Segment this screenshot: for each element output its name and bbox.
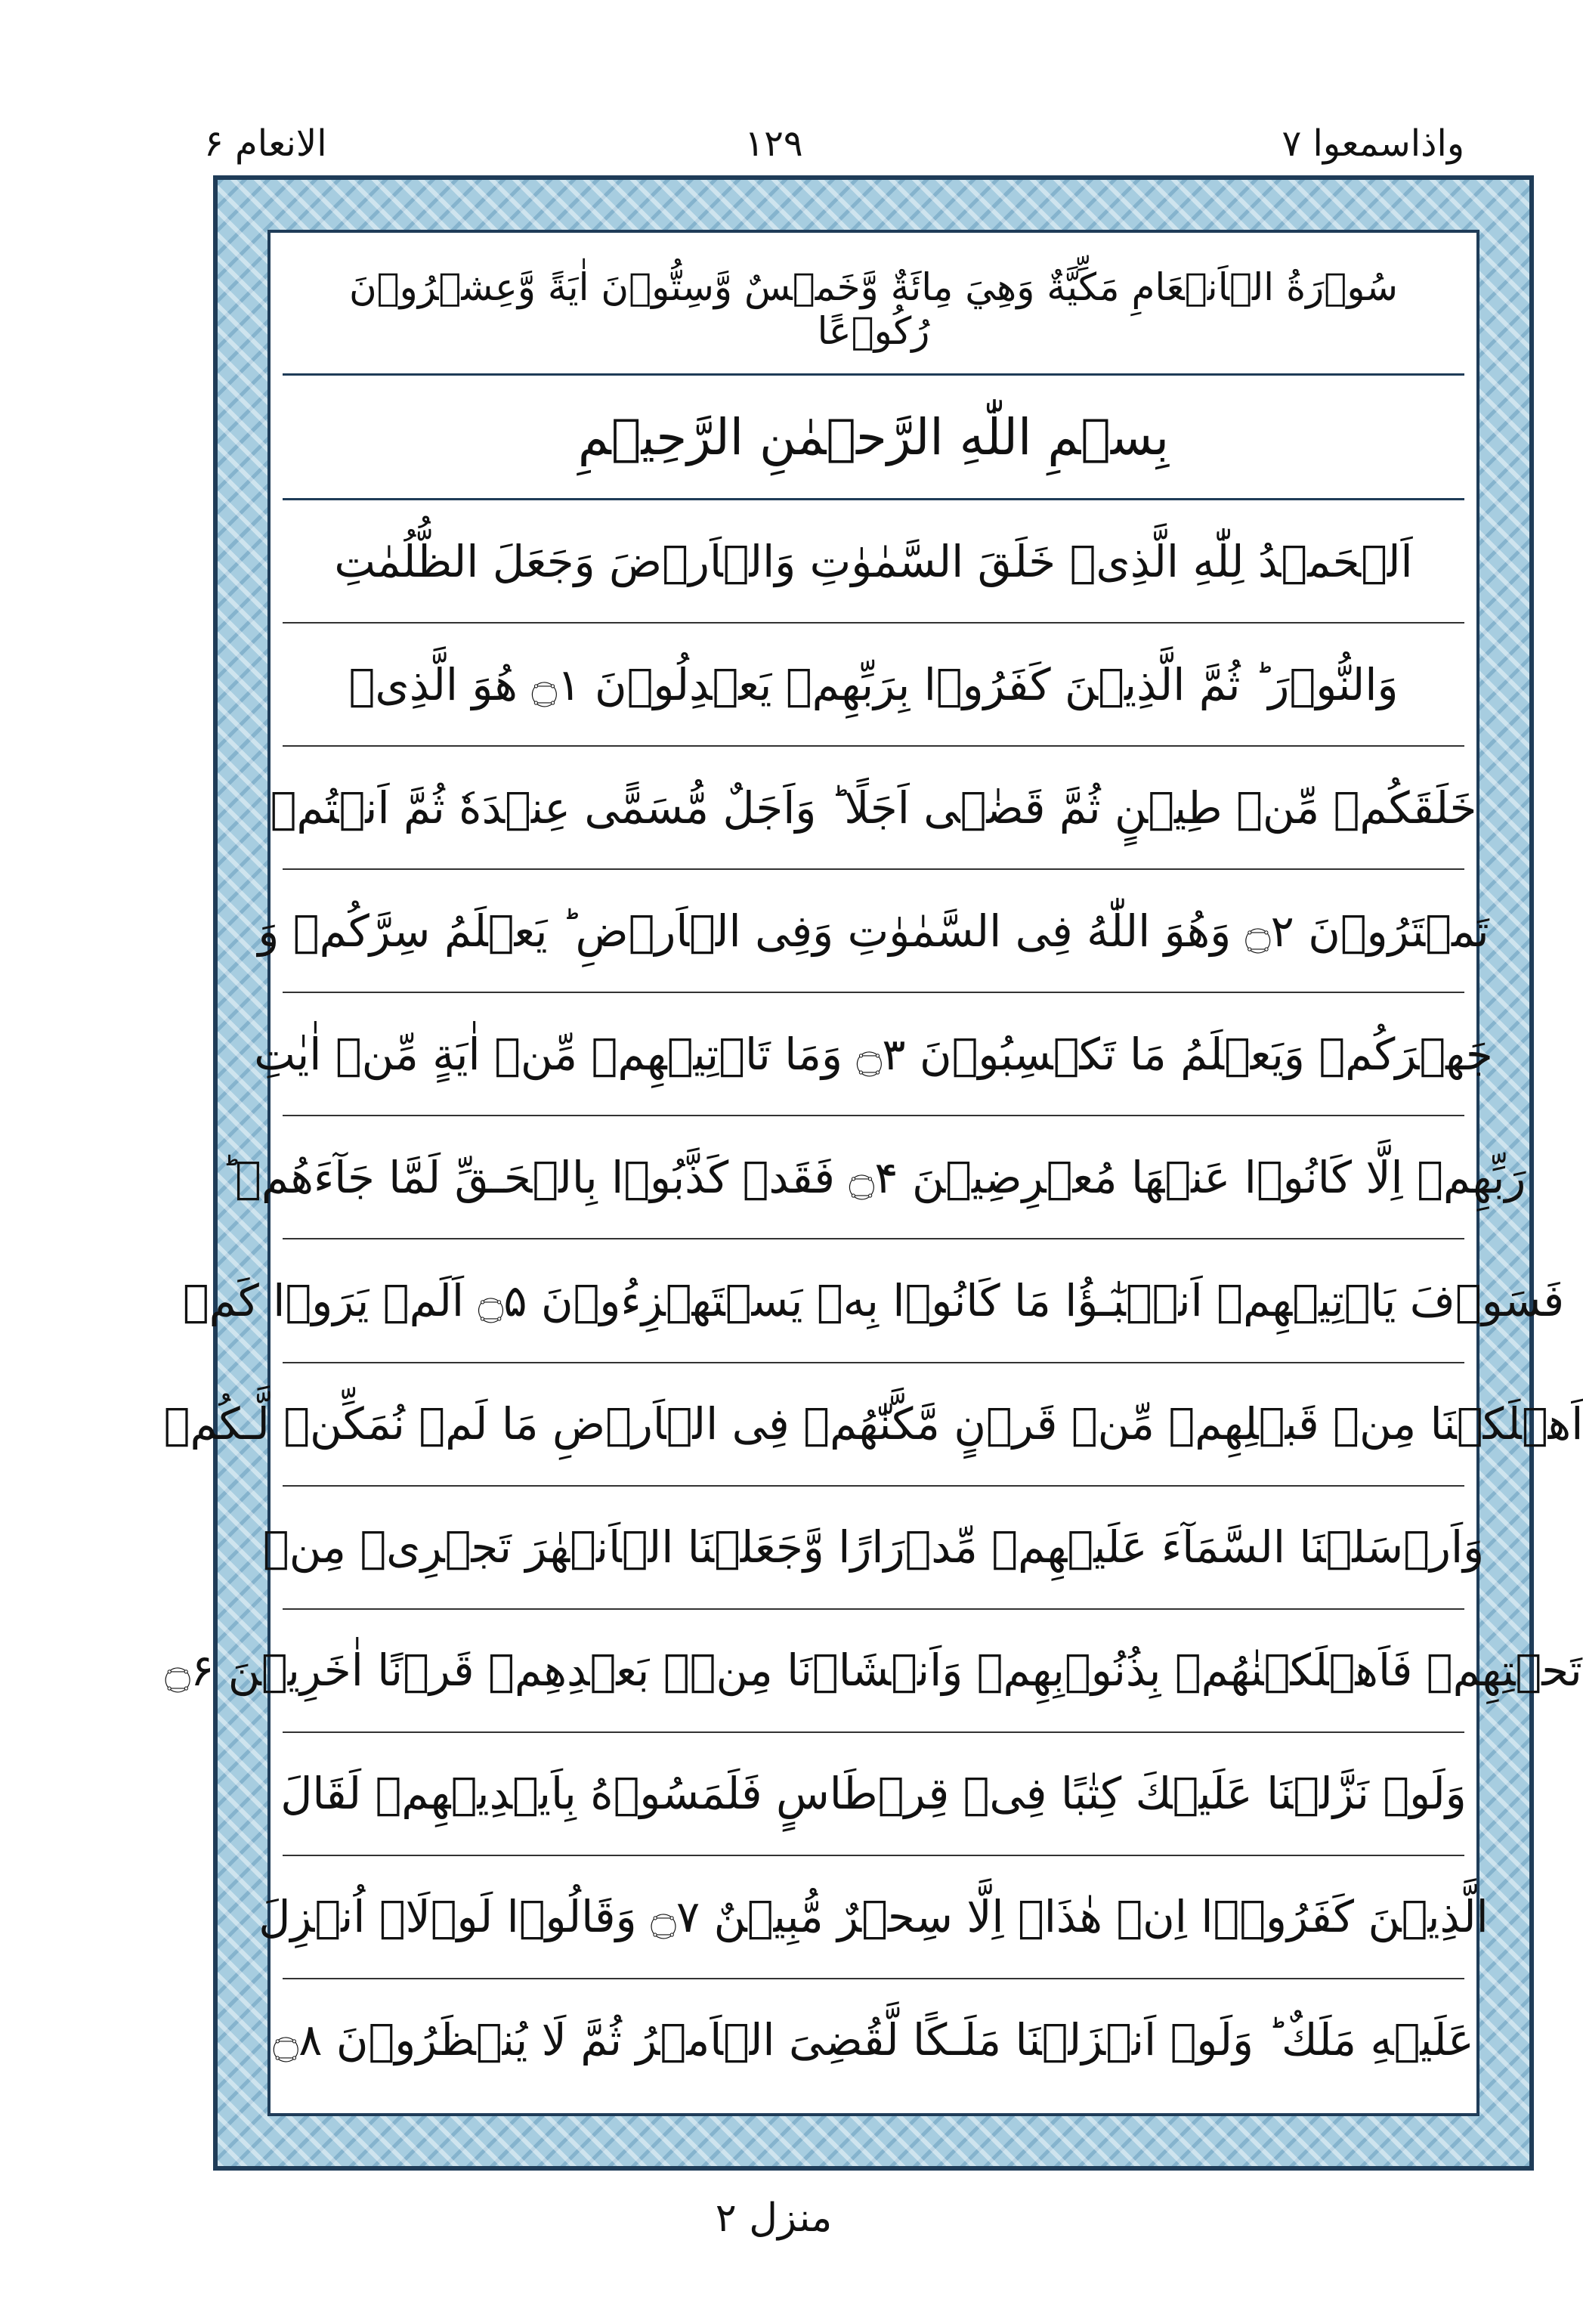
verse-line: الَّذِيۡنَ كَفَرُوۡۤا اِنۡ هٰذَاۤ اِلَّا سِحۡرٌ مُّبِيۡنٌ ۝۷ وَقَالُوۡا لَوۡلَاۤ اُنۡزِلَ <box>283 1856 1464 1979</box>
verse-lines <box>163 500 1583 2101</box>
surah-name: الانعام ۶ <box>204 122 327 165</box>
verse-line: فَسَوۡفَ يَاۡتِيۡهِمۡ اَنۡۢبٰٓـؤُا مَا كَانُوۡا بِهٖ يَسۡتَهۡزِءُوۡنَ ۝۵ اَلَمۡ يَرَوۡا كَمۡ <box>283 1239 1464 1363</box>
page-text-area <box>163 245 1583 2101</box>
decorative-border <box>163 175 1583 2171</box>
verse-line: تَمۡتَرُوۡنَ ۝۲ وَهُوَ اللّٰهُ فِى السَّمٰوٰتِ وَفِى الۡاَرۡضِ ؕ يَعۡلَمُ سِرَّكُمۡ وَ <box>283 870 1464 993</box>
verse-line: وَلَوۡ نَزَّلۡنَا عَلَيۡكَ كِتٰبًا فِىۡ قِرۡطَاسٍ فَلَمَسُوۡهُ بِاَيۡدِيۡهِمۡ لَقَالَ <box>283 1733 1464 1856</box>
verse-line: عَلَيۡهِ مَلَكٌ ؕ وَلَوۡ اَنۡزَلۡنَا مَلَـكًا لَّقُضِىَ الۡاَمۡرُ ثُمَّ لَا يُنۡظَرُوۡنَ ۝۸ <box>273 2014 1474 2066</box>
verse-line: رَبِّهِمۡ اِلَّا كَانُوۡا عَنۡهَا مُعۡرِضِيۡنَ ۝۴ فَقَدۡ كَذَّبُوۡا بِالۡحَـقِّ لَمَّا جَآءَهُمۡ ؕ <box>283 1116 1464 1239</box>
verse-line: اَهۡلَكۡنَا مِنۡ قَبۡلِهِمۡ مِّنۡ قَرۡنٍ مَّكَّنّٰهُمۡ فِى الۡاَرۡضِ مَا لَمۡ نُمَكِّنۡ لَّـكُمۡ <box>283 1363 1464 1487</box>
juz-name: واذاسمعوا ۷ <box>1282 122 1464 165</box>
bismillah: بِسۡمِ اللّٰهِ الرَّحۡمٰنِ الرَّحِيۡمِ <box>283 376 1464 500</box>
manzil-label: منزل ۲ <box>715 2196 833 2241</box>
verse-line: اَلۡحَمۡدُ لِلّٰهِ الَّذِىۡ خَلَقَ السَّمٰوٰتِ وَالۡاَرۡضَ وَجَعَلَ الظُّلُمٰتِ <box>283 500 1464 624</box>
surah-heading: سُوۡرَةُ الۡاَنۡعَامِ مَكِّيَّةٌ وَهِيَ مِائَةٌ وَّخَمۡسٌ وَّسِتُّوۡنَ اٰيَةً وَّعِشۡرُوۡنَ رُكُوۡعًا <box>283 245 1464 376</box>
verse-line: تَحۡتِهِمۡ فَاَهۡلَكۡنٰهُمۡ بِذُنُوۡبِهِمۡ وَاَنۡشَاۡنَا مِنۡۢ بَعۡدِهِمۡ قَرۡنًا اٰخَرِيۡنَ ۝۶ <box>283 1610 1464 1733</box>
verse-line: وَالنُّوۡرَ ؕ ثُمَّ الَّذِيۡنَ كَفَرُوۡا بِرَبِّهِمۡ يَعۡدِلُوۡنَ ۝۱ هُوَ الَّذِىۡ <box>283 624 1464 747</box>
verse-line: وَاَرۡسَلۡنَا السَّمَآءَ عَلَيۡهِمۡ مِّدۡرَارًا وَّجَعَلۡنَا الۡاَنۡهٰرَ تَجۡرِىۡ مِنۡ <box>283 1487 1464 1610</box>
page-number: ۱۲۹ <box>744 122 803 165</box>
verse-line: خَلَقَكُمۡ مِّنۡ طِيۡنٍ ثُمَّ قَضٰۤى اَجَلًا ؕ وَاَجَلٌ مُّسَمًّى عِنۡدَهٗ ثُمَّ اَنۡتُمۡ <box>283 747 1464 870</box>
verse-line: جَهۡرَكُمۡ وَيَعۡلَمُ مَا تَكۡسِبُوۡنَ ۝۳ وَمَا تَاۡتِيۡهِمۡ مِّنۡ اٰيَةٍ مِّنۡ اٰيٰتِ <box>283 993 1464 1116</box>
page-header <box>0 113 1547 174</box>
